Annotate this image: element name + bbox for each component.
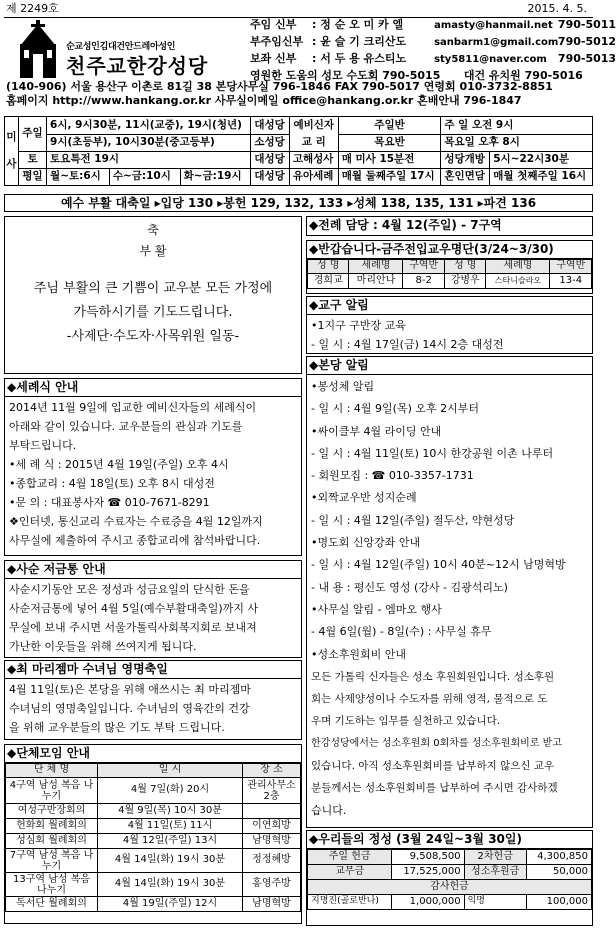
issue-number: 제 2249호	[6, 2, 59, 15]
welcome-section	[306, 240, 593, 294]
parish-patron: 순교성인김대건안드레아성인	[66, 42, 176, 52]
table-row: 주일 헌금 9,508,500 2차헌금 4,300,850	[308, 850, 592, 865]
table-row: 교무금 17,525,000 성소후원금 50,000	[308, 865, 592, 880]
staff-row: 주임 신부 : 정 순 오 미 카 엘 amasty@hanmail.net 790-5011	[250, 18, 616, 31]
envelope-section	[4, 560, 302, 658]
table-row: 4구역 남성 복음 나누기 4월 7일(화) 20시 관리사무소 2층	[6, 778, 301, 804]
section-body: 사순시기동안 모은 정성과 성금요일의 단식한 돈을 사순저금통에 넣어 4월 5일(예수부활대축일)까지 사 무실에 보내 주시면 서울가톨릭사회복지회로 보내져 가난한 이웃들을 위해 쓰여지게 됩니다.	[9, 583, 259, 653]
section-title: ◆세례식 안내	[5, 379, 301, 397]
section-title: ◆사순 저금통 안내	[5, 561, 301, 579]
section-body: •봉성체 알림 - 일 시 : 4월 9일(목) 오후 2시부터 •싸이클부 4월 라이딩 안내 - 일 시 : 4월 11일(토) 10시 한강공원 이촌 나루터 - 회원모집 : ☎ 010-3357-1731 •외짝교우반 성지순례 - 일 시 : 4월 12일(주일) 절두산, 약현성당 •명도회 신앙강좌 안내 - 일 시 : 4월 12일(주일) 10시 40분~12시 남명혁방 - 내 용 : 평신도 영성 (강사 - 김광석리노) •사무실 알림 - 엠마오 행사 - 4월 6일(월) - 8일(수) : 사무실 휴무 •성소후원회비 안내 모든 가톨릭 신자들은 성소 후원회원입니다. 성소후원 회는 사제양성이나 수도자를 위해 영적, 물적으로 도 우며 기도하는 임무를 실천하고 있습니다. 한강성당에서는 성소후원회 0회차를 성소후원회비로 받고 있습니다. 아직 성소후원회비를 납부하지 않으신 교우 분들께서는 성소후원회비를 납부하여 주시면 감사하겠 습니다.	[311, 380, 566, 817]
table-row: 지명진(골로반나) 1,000,000 익명 100,000	[308, 895, 592, 910]
greeting-heading: 축	[147, 223, 159, 237]
table-row: 헌화회 월례회의 4월 11일(토) 11시 이연희방	[6, 819, 301, 834]
notices-section	[306, 356, 593, 828]
convent-row: 영원한 도움의 성모 수도회 790-5015 대건 유치원 790-5016	[250, 69, 583, 82]
table-row: 7구역 남성 복음 나누기 4월 14일(화) 19시 30분 정정혜방	[6, 849, 301, 873]
offering-section	[306, 830, 593, 926]
section-title: ◆우리들의 정성 (3월 24일~3월 30일)	[307, 831, 592, 849]
section-title: ◆본당 알림	[307, 357, 592, 375]
section-title: ◆단체모임 안내	[5, 745, 301, 763]
table-row: 성심회 월례회의 4월 12일(주일) 13시 남명혁방	[6, 834, 301, 849]
baptism-section	[4, 378, 302, 556]
section-title: ◆전례 담당 : 4월 12(주일) - 7구역	[309, 218, 502, 232]
altar-section	[306, 216, 593, 236]
section-body: 4월 11일(토)은 본당을 위해 애쓰시는 최 마리젬마 수녀님의 영명축일입니다. 수녀님의 영육간의 건강 을 위해 교우분들의 많은 기도 부탁 드립니다.	[9, 683, 251, 734]
section-title: ◆최 마리젬마 수녀님 영명축일	[5, 661, 301, 679]
district-section	[306, 296, 593, 354]
section-title: ◆교구 알림	[307, 297, 592, 315]
issue-date: 2015. 4. 5.	[527, 2, 587, 15]
mass-side-label: 미 사	[5, 117, 19, 186]
offering-table: 주일 헌금 9,508,500 2차헌금 4,300,850 교무금 17,525,000 성소후원금 50,000 감사헌금 지명진(골로반나) 1,000,000 익명 100,000	[307, 849, 592, 910]
welcome-table: 성 명 세례명 구역반 성 명 세례명 구역반 경희교 마리안나 8-2 강병우 스타니슬라오 13-4	[307, 259, 592, 289]
section-body: •1지구 구반장 교육 - 일 시 : 4월 17일(금) 14시 2층 대성전	[311, 319, 504, 351]
staff-row: 부주임신부 : 윤 슬 기 크리산도 sanbarm1@gmail.com 790-5012	[250, 35, 616, 48]
greeting-signature: -사제단·수도자·사목위원 일동-	[66, 329, 240, 344]
greeting-line: 가득하시기를 기도드립니다.	[73, 305, 233, 320]
greeting-heading2: 부 활	[139, 244, 167, 258]
groups-section	[4, 744, 302, 924]
section-title: ◆반갑습니다-금주전입교우명단(3/24~3/30)	[307, 241, 592, 259]
web-line: 홈페이지 http://www.hankang.or.kr 사무실이메일 office@hankang.or.kr 혼배안내 796-1847	[6, 94, 522, 107]
table-row: 경희교 마리안나 8-2 강병우 스타니슬라오 13-4	[308, 274, 592, 289]
parish-name: 천주교한강성당	[66, 54, 209, 78]
mass-schedule: 미 사 주일 6시, 9시30분, 11시(교중), 19시(청년) 대성당 예비신자 교 리 주일반 주 일 오전 9시 9시(초등부), 10시30분(중고등부) 소성당 목요반 목요일 오후 8시 토 토요특전 19시 대성당 고해성사 매 미사 15분전 성당개방 5시~22시30분 평일 월~토:6시 수~금:10시 화~금:19시 대성당 유아세례 매월 둘째주일 17시 혼인면담 매월 첫째주일 16시	[4, 116, 593, 186]
easter-hymns: 예수 부활 대축일 ▸입당 130 ▸봉헌 129, 132, 133 ▸성체 138, 135, 131 ▸파견 136	[4, 194, 593, 212]
address-line: (140-906) 서울 용산구 이촌로 81길 38 본당사무실 796-1846 FAX 790-5017 연령회 010-3732-8851	[6, 80, 553, 93]
table-row: 독서단 월례회의 4월 19일(주일) 12시 남명혁방	[6, 897, 301, 912]
church-logo-icon	[18, 20, 58, 80]
address-block	[6, 80, 592, 108]
table-row: 여성구반장회의 4월 9일(목) 10시 30분	[6, 804, 301, 819]
section-body: 2014년 11월 9일에 입교한 예비신자들의 세례식이 아래와 같이 있습니다. 교우분들의 관심과 기도를 부탁드립니다. •세 례 식 : 2015년 4월 19일(주일) 오후 4시 •종합교리 : 4월 18일(토) 오후 8시 대성전 •문 의 : 대표봉사자 ☎ 010-7671-8291 ❖인터넷, 통신교리 수료자는 수료증을 4월 12일까지 사무실에 제출하여 주시고 종합교리에 참석바랍니다.	[9, 401, 263, 547]
greeting-box	[4, 216, 302, 374]
header-bar	[6, 2, 591, 18]
nun-feast-section	[4, 660, 302, 740]
staff-row: 보좌 신부 : 서 두 용 유스티노 sty5811@naver.com 790-5013	[250, 52, 616, 65]
table-row: 13구역 남성 복음 나누기 4월 14일(화) 19시 30분 홍영주방	[6, 873, 301, 897]
staff-list	[250, 18, 616, 86]
greeting-line: 주님 부활의 큰 기쁨이 교우분 모든 가정에	[33, 281, 273, 296]
groups-table: 단 체 명 일 시 장 소 4구역 남성 복음 나누기 4월 7일(화) 20시 관리사무소 2층 여성구반장회의 4월 9일(목) 10시 30분 헌화회 월례회의 4월 11일(토) 11시 이연희방 성심회 월례회의 4월 12일(주일) 13시 남명혁방 7구역 남성 복음 나누기 4월 14일(화) 19시 30분 정정혜방 13구역 남성 복음 나누기 4월 14일(화) 19시 30분 홍영주방 독서단 월례회의 4월 19일(주일) 12시 남명혁방	[5, 763, 301, 912]
